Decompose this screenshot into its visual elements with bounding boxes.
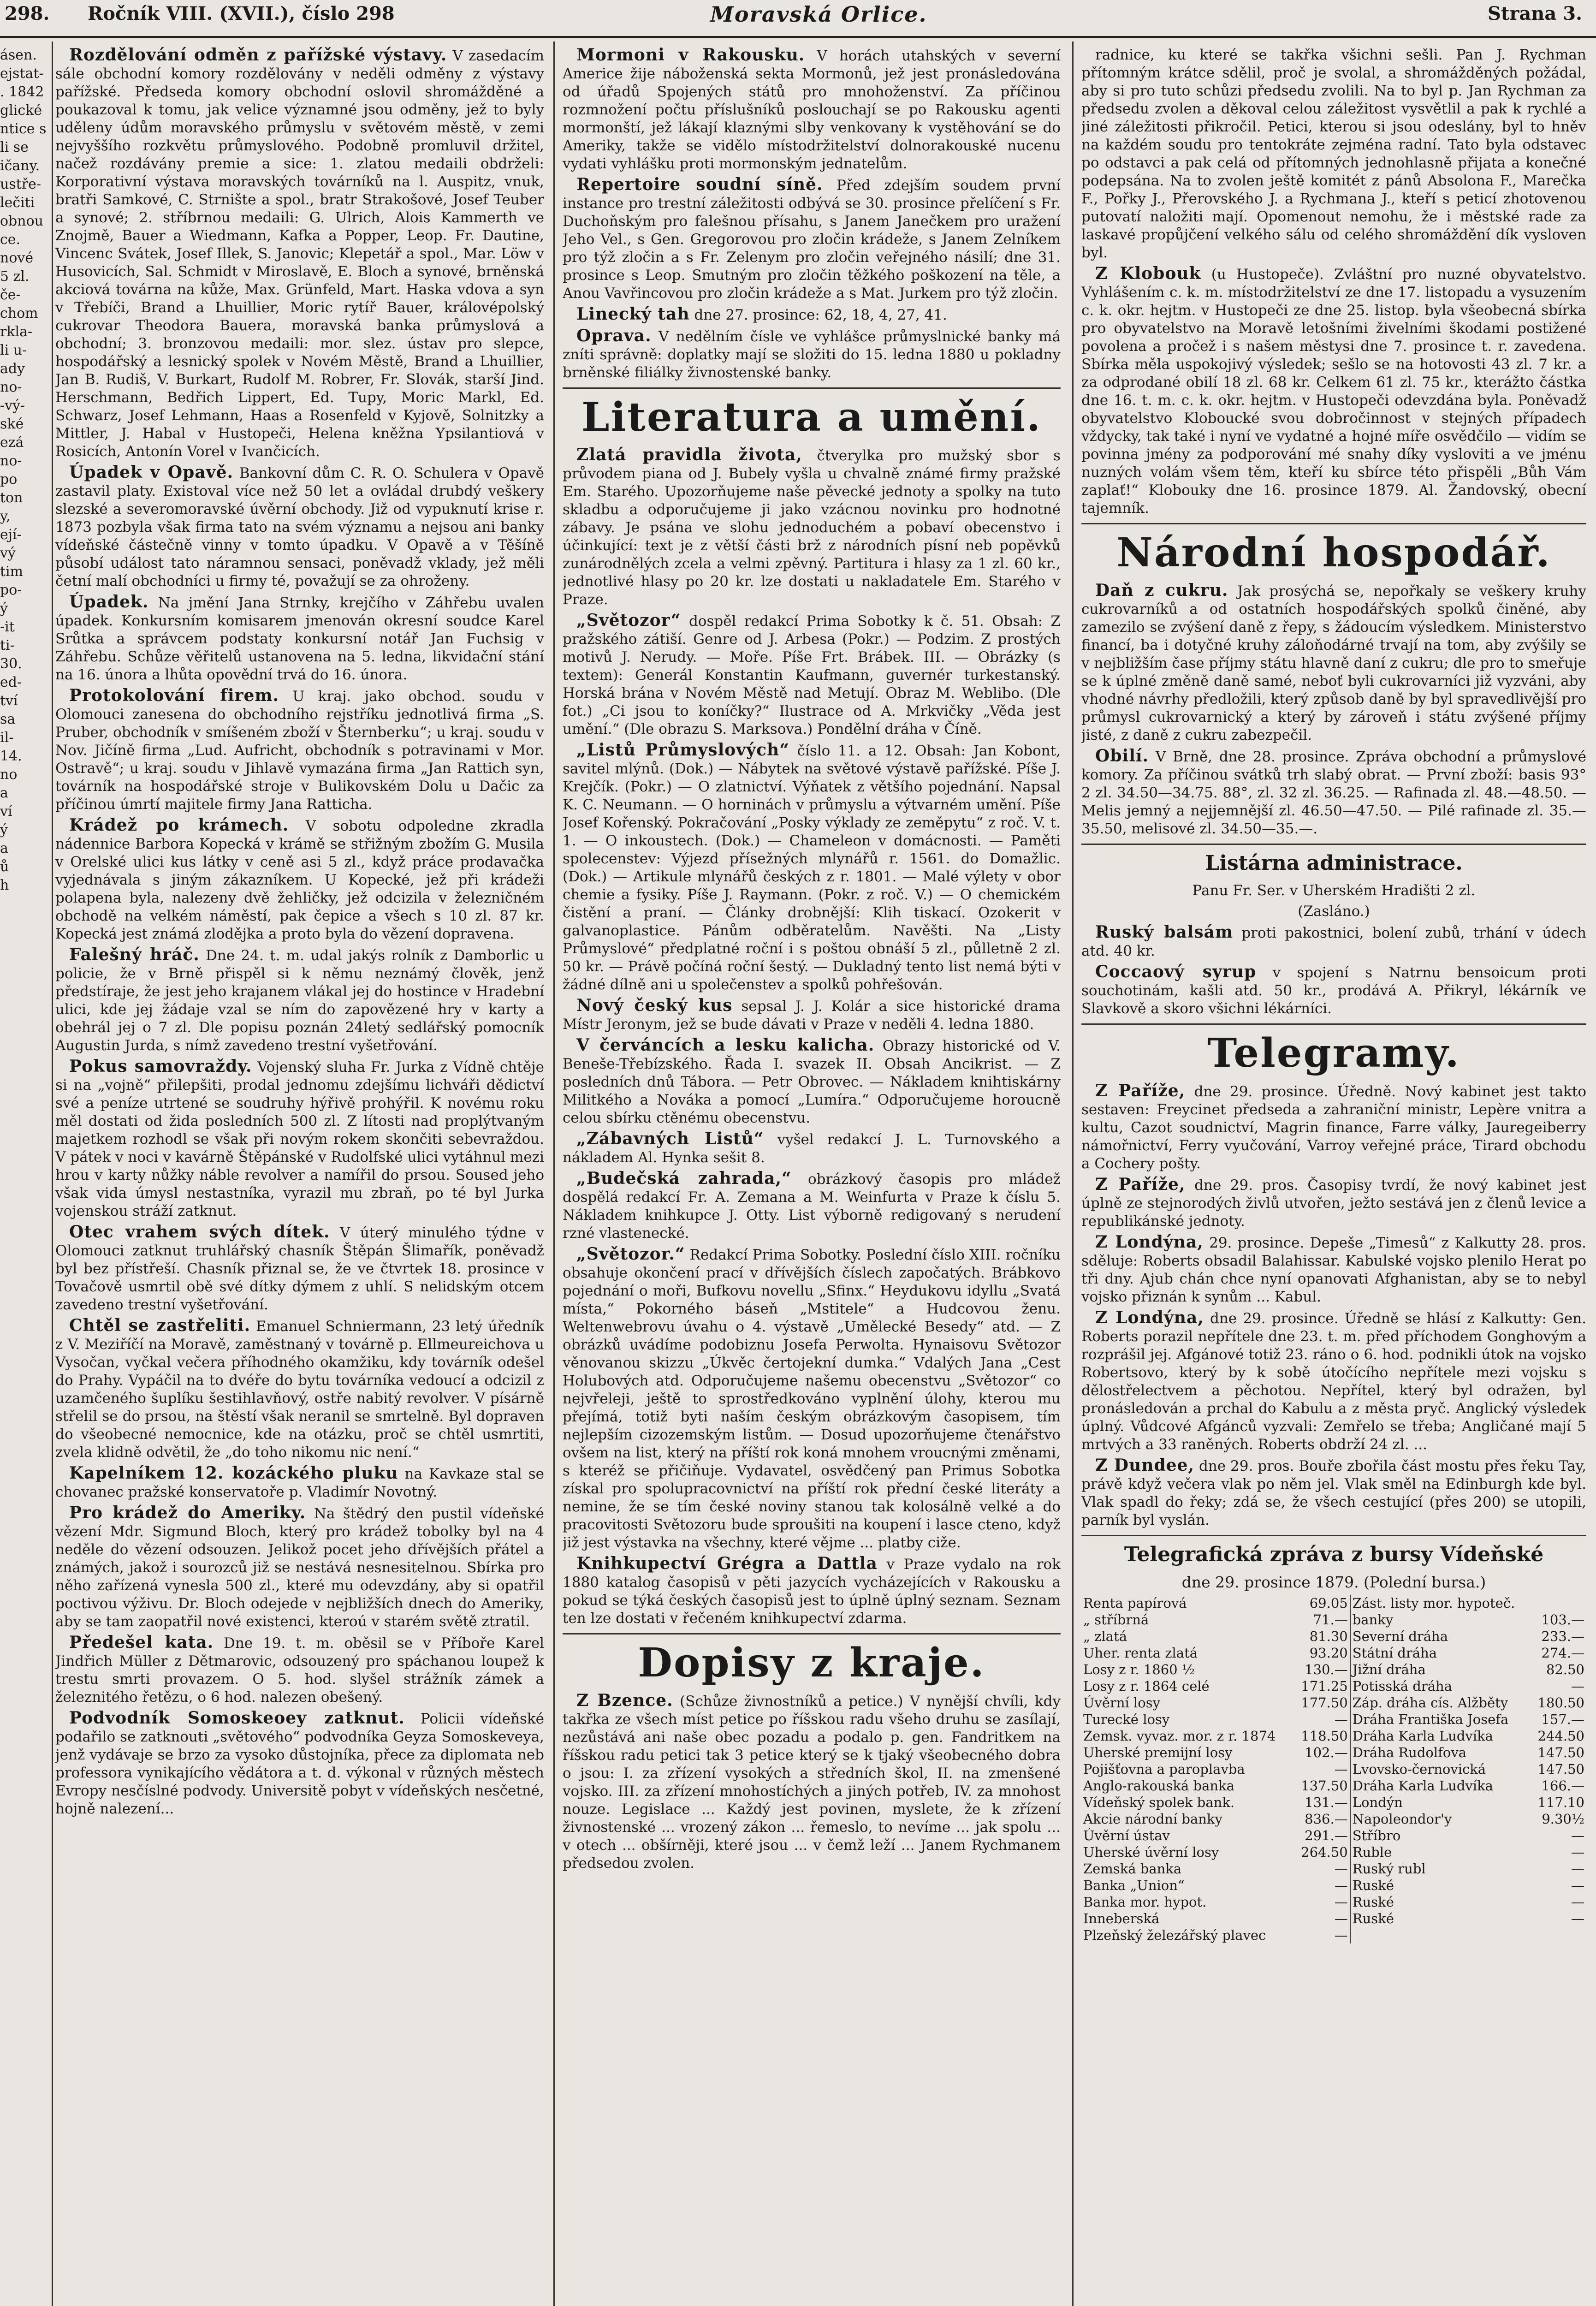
article-headline: Z Dundee, (1095, 1456, 1194, 1475)
bourse-row (1081, 1811, 1586, 1827)
bourse-price: — (1571, 1861, 1584, 1877)
fragment-line: ské (0, 416, 24, 432)
bourse-price: 137.50 (1295, 1777, 1350, 1794)
article-text: V úterý minulého týdne v Olomouci zatknut truhlářský chasník Štěpán Šlimařík, poněvadž byl bez přístřeší. Chasník přiznal se, že ve čtvrtek 18. prosince v Tovačově usmrtil obě své dítky dýmem z uhlí. S nelidským otcem zavedeno trestní vyšetřování. (55, 1224, 544, 1313)
article-headline: Úpadek. (69, 592, 149, 612)
bourse-row (1081, 1744, 1586, 1761)
article-paragraph (563, 1555, 1061, 1628)
bourse-row (1081, 1794, 1586, 1811)
bourse-item: Napoleondor'y (1352, 1811, 1452, 1827)
article-headline: „Světozor“ (576, 611, 681, 630)
fragment-line: 30. (0, 656, 22, 672)
article-paragraph (1081, 1176, 1586, 1230)
bourse-price: 81.30 (1295, 1628, 1350, 1645)
cropped-left-column (0, 46, 50, 895)
bourse-item: Banka mor. hypot. (1083, 1894, 1207, 1910)
bourse-item: Dráha Františka Josefa (1352, 1712, 1509, 1727)
fragment-line: no- (0, 379, 22, 395)
article-paragraph (563, 1036, 1061, 1127)
bourse-item: Londýn (1352, 1795, 1403, 1810)
bourse-price: 147.50 (1537, 1745, 1584, 1760)
column-rule (52, 42, 53, 2306)
fragment-line: ce. (0, 232, 21, 248)
fragment-line: y, (0, 508, 11, 524)
bourse-row (1081, 1844, 1586, 1860)
article-text: Jak prosýchá se, nepořkaly se veškery kruhy cukrovarníků a od ostatních hospodářských spolků činěné, aby zamezilo se zvýšení daně z řepy, s žádoucím výsledkem. Ministerstvo financí, ba i dotyčné kruhy záloňodárné trvají na tom, aby zvýšily se v nejbližším čase příjmy státu hlavně daní z cukru; dle pro to smeřuje se k úplné změně daně samé, neboť byli cukrovarníci již vyzváni, aby vhodné návrhy předložili, který způsob daně by byl spravedlivější pro průmysl cukrovarnický a který by zároveň i státu zvýšené příjmy jisté, z daně z cukru zabezpečil. (1081, 583, 1586, 743)
bourse-price: — (1571, 1844, 1584, 1860)
bourse-item: Ruské (1352, 1894, 1394, 1910)
bourse-row (1081, 1678, 1586, 1694)
bourse-item: banky (1352, 1612, 1394, 1628)
article-text: čtverylka pro mužský sbor s průvodem piana od J. Bubely vyšla u chvalně známé firmy pražské Em. Starého. Upozorňujeme naše pěvecké jednoty a spolky na tuto skladbu a odporučujeme ji jako vzácnou novinku pro hodnotné zábavy. Je psána ve slohu jednoduchém a pobaví obecenstvo i účinkující: text je z větší části brž z národních písní neb popěvků zunárodnělých zcela a velmi zpěvný. Partitura i hlasy za 1 zl. 60 kr., jednotlivé hlasy po 20 kr. lze dostati u nakladatele Em. Starého v Praze. (563, 447, 1061, 608)
bourse-price: 147.50 (1537, 1761, 1584, 1777)
bourse-item: Úvěrní ústav (1083, 1828, 1170, 1843)
article-headline: Z Londýna, (1095, 1232, 1204, 1252)
article-text: Před zdejším soudem první instance pro trestní záležitosti odbývá se 30. prosince přelíčení s Fr. Duchoňským pro falešnou přísahu, s Janem Janečkem pro uražení Jeho Vel., s Gen. Gregorovou pro zločin krádeže, s Janem Zelníkem pro týž zločin a s Fr. Zelenym pro zločin veřejného násilí; dne 31. prosince s Leop. Smutným pro zločin těžkého poškození na těle, a Anou Vavřincovou pro zločin krádeže a s Mat. Jurkem pro týž zločin. (563, 177, 1061, 302)
article-headline: Rozdělování odměn z pařížské výstavy. (69, 46, 447, 65)
bourse-item: Ruské (1352, 1911, 1394, 1926)
article-paragraph (563, 327, 1061, 382)
article-text: V Brně, dne 28. prosince. Zpráva obchodní a průmyslové komory. Za příčinou svátků trh slabý obrat. — První zboží: basis 93° 2 zl. 34.50—34.75. 88°, zl. 32 zl. 36.25. — Rafinada zl. 48.—48.50. — Melis jemný a nejjemnější zl. 46.50—47.50. — Pilé rafinade zl. 35.—35.50, melisové zl. 34.50—35.—. (1081, 749, 1586, 837)
bourse-price: 157.— (1541, 1712, 1584, 1727)
bourse-row (1081, 1894, 1586, 1910)
page-number-right: Strana 3. (1487, 3, 1582, 24)
article-headline: Knihkupectví Grégra a Dattla (576, 1554, 878, 1573)
bourse-title: Telegrafická zpráva z bursy Vídeňské (1124, 1543, 1544, 1566)
bourse-item: Stříbro (1352, 1828, 1401, 1843)
article-paragraph (563, 305, 1061, 324)
article-text: Dne 24. t. m. udal jakýs rolník z Damborlic u policie, že v Brně přispěl si k němu neznámý člověk, jenž předstíraje, že jest jeho krajanem vlákal jej do hostince v Hradební ulici, kde jej žádaje vzal se ním do zapovězené hry v karty a obehrál jej o 7 zl. Dle popisu poznán 24letý sedlářský pomocník Augustin Jurda, s nímž zavedeno trestní vyšetřování. (55, 947, 544, 1054)
bourse-row (1081, 1761, 1586, 1777)
bourse-price: — (1295, 1927, 1350, 1943)
section-title-economy: Národní hospodář. (1116, 529, 1551, 576)
article-text: Vojenský sluha Fr. Jurka z Vídně chtěje si na „vojně“ přilepšiti, prodal jednomu zdejšímu lichváři dědictví své a peníze utrtené se soudruhy hýřivě prohýřil. K novému roku měl dostati od žida posledních 500 zl. Z lítosti nad proplýtvaným majetkem rozhodl se však při novým rokem skončiti sebevraždou. V pátek v noci v kavárně Štěpánské v Rudolfské ulici vytáhnul mezi hrou v karty nůžky náble revolver a namířil do prsou. Soused jeho však vida úmysl nestastníka, vyrazil mu zbraň, po té byl Jurka vojenskou stráží zatknut. (55, 1059, 544, 1219)
fragment-line: ů (0, 859, 9, 875)
bourse-price: 166.— (1541, 1778, 1584, 1794)
article-paragraph (55, 1058, 544, 1220)
fragment-line: ton (0, 490, 23, 506)
bourse-item: Státní dráha (1352, 1645, 1437, 1661)
article-headline: Nový český kus (576, 996, 733, 1015)
article-headline: Podvodník Somoskeoey zatknut. (69, 1708, 405, 1728)
article-text: dne 29. pros. Časopisy tvrdí, že nový kabinet jest úplně ze stejnorodých živlů utvořen, ježto sestává jen z členů levice a republikánské jednoty. (1081, 1177, 1586, 1230)
article-paragraph (563, 46, 1061, 173)
article-paragraph (55, 687, 544, 814)
bourse-price: — (1571, 1828, 1584, 1843)
bourse-row (1081, 1777, 1586, 1794)
article-text: V zasedacím sále obchodní komory rozdělovány v neděli odměny z výstavy pařížské. Předseda komory obchodní oslovil shromážděné a poukazoval k tomu, jak velice významné jsou odměny, jež to byly uděleny údům moravského průmyslu v světovém městě, v zemi nejvyššího rozkvětu průmyslového. Podobně promluvil držitel, načež rozdávány premie a sice: 1. zlatou medaili obdrželi: Korporativní výstava moravských továrníků na l. Auspitz, vnuk, bratři Samkové, C. Strnište a spol., bratr Strakošové, Josef Teuber a synové; 2. stříbrnou medaili: G. Ulrich, Alois Kammerth ve Znojmě, Bauer a Wiedmann, Kafka a Popper, Leop. Fr. Dautine, Vincenc Svátek, Josef Illek, S. Janovic; Klepetář a spol., Mar. Löw v Husovicích, Sal. Schmidt v Miroslavě, E. Bloch a synové, brněnská akciová továrna na kůže, Max. Grünfeld, Mart. Haska vdova a syn v Třebíči, Brand a Lhuillier, Moric rytíř Bauer, královépolský cukrovar Theodora Bauera, moravská banka průmyslová a obchodní; 3. bronzovou medaili: mor. slez. ústav pro slepce, hospodářský a lesnický spolek v Novém Městě, Brand a Lhuillier, Jan B. Rudiš, V. Burkart, Rudolf M. Robrer, Fr. Slovák, starší Jind. Herschmann, Bedřich Lippert, Ed. Tupy, Moric Markl, Ed. Schwarz, Josef Lehmann, Haas a Rosenfeld v Kyjově, Solnitzky a Mittler, J. Habal v Hustopeči, Helena kněžna Ypsilantiová v Rosicích, Antonín Vorel v Ivančicích. (55, 48, 544, 460)
bourse-item: Ruské (1352, 1878, 1394, 1893)
article-headline: Daň z cukru. (1095, 581, 1228, 600)
bourse-row (1081, 1611, 1586, 1628)
bourse-item: Vídeňský spolek bank. (1083, 1795, 1235, 1810)
fragment-line: tví (0, 693, 18, 709)
bourse-item: Renta papírová (1083, 1595, 1187, 1611)
fragment-line: h (0, 877, 9, 893)
article-text: V horách utahských v severní Americe žije náboženská sekta Mormonů, jež jest pronásledována od úřadů Spojených států pro mnohoženství. Za příčinou rozmnožení počtu příslušníků poslouchají se po Rakousku agenti mormonští, jež lákají klaznými slby venkovany k vystěhování se do Ameriky, takže se vidělo místodržitelství dolnorakouské nucenu vydati vyhlášku proti mormonským jednatelům. (563, 48, 1061, 172)
article-text: dne 27. prosince: 62, 18, 4, 27, 41. (694, 307, 947, 323)
bourse-price: — (1295, 1910, 1350, 1927)
page-header (0, 0, 1596, 38)
article-text: V nedělním čísle ve vyhlášce průmyslnické banky má zníti správně: doplatky mají se složiti do 15. ledna 1880 u pokladny brněnské filiálky živnostenské banky. (563, 328, 1061, 381)
article-headline: Pro krádež do Ameriky. (69, 1503, 306, 1522)
bourse-row (1081, 1910, 1586, 1927)
article-paragraph (563, 1170, 1061, 1242)
bourse-row (1081, 1645, 1586, 1661)
article-paragraph (55, 816, 544, 943)
article-text: vyšel redakcí J. L. Turnovského a nákladem Al. Hynka sešit 8. (563, 1131, 1061, 1166)
article-headline: Coccaový syrup (1095, 962, 1257, 981)
bourse-item: Anglo-rakouská banka (1083, 1778, 1234, 1794)
fragment-line: li u- (0, 342, 27, 358)
fragment-line: 5 zl. (0, 268, 30, 285)
bourse-item: Uher. renta zlatá (1083, 1645, 1198, 1661)
section-title-telegrams: Telegramy. (1207, 1030, 1460, 1076)
article-headline: „Světozor.“ (576, 1244, 685, 1264)
article-headline: Falešný hráč. (69, 945, 200, 964)
article-text: v spojení s Natrnu bensoicum proti souchotinám, kašli atd. 50 kr., prodává A. Přikryl, lékárník ve Slavkově a skoro všichni lékárníci. (1081, 964, 1586, 1017)
bourse-item: Inneberská (1083, 1911, 1160, 1926)
section-divider (563, 1633, 1061, 1634)
bourse-price: 233.— (1541, 1628, 1584, 1644)
section-divider (1081, 1535, 1586, 1536)
article-text: Policii vídeňské podařilo se zatknouti „světového“ podvodníka Geyza Somoskeveya, jenž vydávaje se brzo za vysoko důstojníka, přece za diplomata neb professora vynikajícího vědátora a t. d. výkonal v různých městech Evropy nesčíslné podvody. Universitě pobyt v vídeňských nesčetné, hojně nalezení... (55, 1711, 544, 1817)
bourse-price: 103.— (1541, 1612, 1584, 1628)
bourse-price: — (1571, 1911, 1584, 1926)
article-headline: V červáncích a lesku kalicha. (576, 1035, 875, 1055)
article-paragraph (563, 446, 1061, 609)
article-paragraph (563, 997, 1061, 1034)
bourse-price: — (1295, 1860, 1350, 1877)
bourse-item: Ruble (1352, 1844, 1392, 1860)
issue-line: Ročník VIII. (XVII.), číslo 298 (88, 3, 395, 24)
bourse-item: Losy z r. 1860 ½ (1083, 1662, 1195, 1677)
bourse-price: 102.— (1295, 1744, 1350, 1761)
article-text: sepsal J. J. Kolár a sice historické drama Místr Jeronym, jež se bude dávati v Praze v neděli 4. ledna 1880. (563, 998, 1061, 1033)
fragment-line: ntice s (0, 121, 47, 137)
article-text: U kraj. jako obchod. soudu v Olomouci zanesena do obchodního rejstříku jednotlivá firma „S. Pruber, obchodník v smíšeném zboží v Šternberku“; u kraj. soudu v Nov. Jičíně firma „Lud. Aufricht, obchodník s potravinami v Mor. Ostravě“; u kraj. soudu v Jihlavě vymazána firma „Jan Rattich syn, továrník na hospodářské stroje v Bulikovském Dolu u Dačic za příčinou úmrtí majitele firmy Jana Rattichа. (55, 688, 544, 813)
bourse-row (1081, 1595, 1586, 1611)
column-economy-telegrams (1081, 46, 1586, 2306)
article-paragraph (1081, 46, 1586, 262)
bourse-row (1081, 1628, 1586, 1645)
bourse-item: Banka „Union“ (1083, 1878, 1185, 1893)
bourse-item: Potisská dráha (1352, 1678, 1452, 1694)
article-paragraph (563, 176, 1061, 303)
article-headline: Z Klobouk (1095, 264, 1201, 283)
bourse-row (1081, 1860, 1586, 1877)
fragment-line: 14. (0, 748, 22, 764)
bourse-item: Uherské úvěrní losy (1083, 1844, 1219, 1860)
bourse-item: Losy z r. 1864 celé (1083, 1678, 1210, 1694)
article-headline: Otec vrahem svých dítek. (69, 1222, 330, 1242)
article-text: dne 29. pros. Bouře zbořila část mostu přes řeku Tay, právě když večera vlak po něm jel. Vlak směl na Edinburgh kde byl. Vlak spadl do řeky; zdá se, že všech cestující (přes 200) se utopili, parník byl vyslán. (1081, 1458, 1586, 1528)
article-paragraph (563, 741, 1061, 994)
article-headline: Linecký tah (576, 304, 690, 324)
fragment-line: ed- (0, 674, 22, 690)
bourse-row (1081, 1728, 1586, 1744)
article-paragraph (1081, 1309, 1586, 1454)
article-headline: Ruský balsám (1095, 922, 1234, 942)
bourse-price: 177.50 (1295, 1694, 1350, 1711)
fragment-line: če- (0, 287, 21, 303)
bourse-item: Lvovsko-černovická (1352, 1761, 1486, 1777)
fragment-line: no- (0, 453, 22, 469)
bourse-item: Dráha Karla Ludvíka (1352, 1778, 1493, 1794)
fragment-line: nové (0, 250, 34, 266)
article-paragraph (55, 1634, 544, 1706)
fragment-line: -it (0, 619, 15, 635)
article-text: Obrazy historické od V. Beneše-Třebízského. Řada I. svazek II. Obsah Ancikrist. — Z posledních dnů Tábora. — Petr Obrovec. — Nákladem knihtiskárny Militkého a Nováka a pomocí „Lumíra.“ Odporučujeme horoucně celou sbírku ctěnému obecenstvu. (563, 1038, 1061, 1126)
bourse-price: 130.— (1295, 1661, 1350, 1678)
fragment-line: ustře- (0, 176, 42, 192)
bourse-row (1081, 1927, 1586, 1943)
article-paragraph (1081, 265, 1586, 517)
fragment-line: lečiti (0, 195, 35, 211)
bourse-price: — (1571, 1878, 1584, 1893)
article-text: radnice, ku které se takřka všichni sešli. Pan J. Rychman přítomným krátce sdělil, proč je svolal, a shromážděných požádal, aby si pro tuto schůzi předsedu zvolili. Na to byl p. Jan Rychman za předsedu zvolen a děkoval celou záležitost vysvětlil a pak k rychlé a jiné záležitosti přikročil. Petici, kterou si jsou odeslány, byl to hněv na každém soudu pro tentokráte zejména radní. Tato byla odstavec po odstavci a pak celá od přítomných jednohlasně přijata a konečné podepsána. Na to zvolen ještě komitét z pánů Absolona F., Marečka F., Pořky J., Přerovského J. a Rychmana J., kteří s peticí zhotovenou putovatí naložiti mají. Opomenout nemohu, že i městské rade za laskavé propůjčení velkého sálu od celého shromáždění dík vysloven byl. (1081, 47, 1586, 261)
bourse-price: — (1295, 1761, 1350, 1777)
administration-note: Panu Fr. Ser. v Uherském Hradišti 2 zl. (1192, 882, 1476, 899)
article-paragraph (1081, 747, 1586, 838)
bourse-price (1531, 1927, 1586, 1943)
article-text: Na jmění Jana Strnky, krejčího v Záhřebu uvalen úpadek. Konkursním komisarem jmenován okresní soudce Karel Srůtka a správcem podstaty konkursní notář Jan Fuchsig v Záhřebu. Schůze věřitelů ustanovena na 5. ledna, likvidační stání na 16. února a lhůta opovědní trvá do 16. února. (55, 594, 544, 683)
bourse-price: 69.05 (1295, 1595, 1350, 1611)
bourse-item: Ruský rubl (1352, 1861, 1426, 1877)
bourse-price: 836.— (1295, 1811, 1350, 1827)
bourse-price: 171.25 (1295, 1678, 1350, 1694)
column-rule (1072, 42, 1074, 2306)
bourse-row (1081, 1711, 1586, 1728)
column-rule (553, 42, 555, 2306)
article-text: Redakcí Prima Sobotky. Poslední číslo XIII. ročníku obsahuje okončení prací v dřívějších číslech započatých. Brábkovo pojednání o moři, Bufkovu novellu „Sfinx.“ Heydukovu idyllu „Svatá místa,“ Pokorného báseň „Mstitele“ a Hudcovou ženu. Weltenwebrovu úvahu o 4. výstavě „Umělecké Besedy“ atd. — Z obrázků uvádíme podobiznu Josefa Perwolta. Hynaisovu Světozor věnovanou skizzu „Úkvěc čertojekní dumka.“ Vdalých Jana „Cest Holubových atd. Odporučujeme našemu obecenstvu „Světozor“ co nejvřeleji, ještě to sprostředkováno vyplnění úlohy, kterou mu přejímá, totiž byti naším českým obrázkovým časopisem, tím nejlepším cizozemským listům. — Dosud upozorňujeme čtenářstvo ovšem na list, který na příští rok koná mnohem vroucnými změnami, s kteréž se přičiňuje. Vydavatel, osvědčený pan Primus Sobotka získal pro spolupracovnictví na příští rok přední české literáty a nemine, že se tím české noviny stanou tak kolosálně velké a do pracovitosti Světozoru bude sproušiti na koupení i lasce cteno, když již jest výstavka na všechny, které vějme ... platby ciže. (563, 1247, 1061, 1551)
article-headline: Předešel kata. (69, 1633, 214, 1652)
bourse-item: Záp. dráha cís. Alžběty (1352, 1695, 1508, 1711)
article-headline: „Zábavných Listů“ (576, 1129, 764, 1148)
fragment-line: il- (0, 730, 14, 746)
section-divider (1081, 523, 1586, 524)
bourse-price: 71.— (1295, 1611, 1350, 1628)
fragment-line: ý (0, 600, 8, 617)
article-text: (Schůze živnostníků a petice.) V nynější chvíli, kdy takřka ze všech míst petice po říšskou radu všeho druhu se zasílají, nezůstává ani naše obec pozadu a podalo p. gen. Fandritkem na říšskou radu petici tak 3 petice který se k tjaký všeobecného dobra o jsou: I. za zřízení vysokých a středních škol, II. na zmenšené vojsko. III. za zřízení mnohostíchých a jiných potřeb, IV. za mnohost nouze. Legislace ... Každý jest povinen, myslete, že k zřízení živnostenské ... vrozený zákon ... řemeslo, to nevíme ... jak spolu ... v otech ... obšírněji, které jsou ... v čemž leží ... Janem Rychmanem předsedou zvolen. (563, 1693, 1061, 1872)
bourse-item: Akcie národní banky (1083, 1811, 1222, 1827)
bourse-table (1081, 1595, 1586, 1943)
bourse-price: — (1295, 1877, 1350, 1894)
article-headline: Repertoire soudní síně. (576, 175, 823, 194)
fragment-line: po- (0, 582, 22, 598)
bourse-item: Plzeňský železářský plavec (1083, 1927, 1266, 1943)
bourse-row (1081, 1694, 1586, 1711)
fragment-line: . 1842 (0, 84, 44, 100)
bourse-price: 82.50 (1546, 1662, 1584, 1677)
fragment-line: ejstat- (0, 65, 44, 82)
bourse-item: Pojišťovna a paroplavba (1083, 1761, 1245, 1777)
article-headline: Kapelníkem 12. kozáckého pluku (69, 1463, 398, 1483)
bourse-price: 274.— (1541, 1645, 1584, 1661)
fragment-line: po (0, 471, 18, 487)
bourse-price: — (1295, 1711, 1350, 1728)
fragment-line: a (0, 840, 8, 856)
article-headline: „Budečská zahrada,“ (576, 1169, 792, 1188)
bourse-item: Zást. listy mor. hypoteč. (1352, 1595, 1515, 1611)
bourse-item: „ zlatá (1083, 1628, 1127, 1644)
bourse-price: 264.50 (1295, 1844, 1350, 1860)
article-paragraph (563, 612, 1061, 738)
article-headline: Z Paříže, (1095, 1175, 1186, 1194)
article-text: obrázkový časopis pro mládež dospělá redakcí Fr. A. Zemana a M. Weinfurta v Praze k číslu 5. Nákladem knihkupce J. Otty. List výborně redigovaný s nerudení rzné vlastenecké. (563, 1171, 1061, 1242)
article-text: číslo 11. a 12. Obsah: Jan Kobont, savitel mlýnů. (Dok.) — Nábytek na světové výstavě pařížské. Píše J. Krejčík. (Pokr.) — O zlatnictví. Výňatek z většího pojednání. Napsal K. C. Neumann. — O horninách v průmyslu a výtvarném umění. Píše Josef Kořenský. Pokračování „Posky výklady ze zeměpytu“ z roč. V. t. 1. — O inkoustech. (Dok.) — Chameleon v domácnosti. — Paměti spolecenstev: Výjezd přísežných mlynářů r. 1561. do Domažlic. (Dok.) — Artikule mlynářů českých z r. 1801. — Malé výlety v obor chemie a fysiky. Píše J. Raymann. (Pokr. z roč. V.) — O chemickém čistění a praní. — Články drobnější: Klih tiskací. Ozokerit v galvanoplastice. Pánům odběratelům. Navěšti. Na „Listy Průmyslové“ předplatné roční i s poštou obnáší 5 zl., půlletně 2 zl. 50 kr. — Právě počíná roční šestý. — Dukladný tento list nemá býti v žádné dílně ani u společenstev a spolků pohřešován. (563, 743, 1061, 993)
article-text: Dne 19. t. m. oběsil se v Příboře Karel Jindřich Müller z Dětmarovic, odsouzený pro spáchanou loupež k trestu smrti provazem. O 5. hod. slyšel strážník zámek a železnitého řetězu, o 6 hod. nalezen obešený. (55, 1635, 544, 1706)
article-paragraph (55, 1464, 544, 1501)
bourse-price: — (1571, 1894, 1584, 1910)
section-title-literature: Literatura a umění. (581, 394, 1042, 440)
bourse-item: Dráha Karla Ludvíka (1352, 1728, 1493, 1744)
bourse-item: Zemsk. vyvaz. mor. z r. 1874 (1083, 1728, 1276, 1744)
article-paragraph (55, 1317, 544, 1462)
article-paragraph (563, 1692, 1061, 1872)
bourse-item: Uherské premijní losy (1083, 1745, 1233, 1760)
bourse-price: 118.50 (1295, 1728, 1350, 1744)
page-number-left: 298. (5, 3, 50, 24)
section-divider (1081, 1023, 1586, 1025)
bourse-price: — (1295, 1894, 1350, 1910)
article-text: dne 29. prosince. Úředně se hlásí z Kalkutty: Gen. Roberts porazil nepřítele dne 23. t. m. před příchodem Gonghovým a rozprášil jej. Afgánové totiž 23. ráno o 6. hod. podnikli útok na vojsko Robertsovo, který by k sobě útočícího nepřítele mezi vojsku s dělostřelectvem a pěchotou. Nepřítel, který byl odražen, byl pronásledován a prchal do Kabulu a z města pryč. Anglický výsledek úplný. Vůdcové Afgánců vyzvali: Zemřelo se třeba; Angličané mají 5 mrtvých a 33 raněných. Roberts obdrží 24 zl. ... (1081, 1310, 1586, 1453)
bourse-item: Zemská banka (1083, 1861, 1182, 1877)
article-text: v Praze vydalo na rok 1880 katalog časopisů v pěti jazycích vycházejících v Rakousku a pokud se týká českých časopisů jest to úplně úplný seznam. Seznam ten lze dostati v řečeném knihkupectví zdarma. (563, 1556, 1061, 1627)
masthead-title: Moravská Orlice. (710, 2, 927, 27)
fragment-line: vý (0, 545, 16, 561)
bourse-price: 93.20 (1295, 1645, 1350, 1661)
bourse-item (1350, 1927, 1531, 1943)
article-text: proti pakostnici, bolení zubů, trhání v údech atd. 40 kr. (1081, 925, 1586, 959)
article-paragraph (55, 46, 544, 461)
fragment-line: tim (0, 564, 24, 580)
article-paragraph (1081, 963, 1586, 1018)
article-paragraph (1081, 1082, 1586, 1173)
article-paragraph (563, 1245, 1061, 1552)
article-paragraph (55, 593, 544, 684)
fragment-line: a (0, 785, 8, 801)
article-headline: Pokus samovraždy. (69, 1057, 252, 1076)
article-paragraph (55, 1709, 544, 1818)
article-text: na Kavkaze stal se chovanec pražské konservatoře p. Vladimír Novotný. (55, 1466, 544, 1500)
article-paragraph (1081, 923, 1586, 960)
article-text: (u Hustopeče). Zvláštní pro nuzné obyvatelstvo. Vyhlášením c. k. m. místodržitelství ze dne 17. listopadu a vysuzením c. k. okr. hejtm. v Hustopeči ze dne 25. listop. byla všeobecná sbírka pro obyvatelstvo na Moravě letošními živelními škodami postižené povolena a pročež i s našem městysi dne 7. prosince t. r. zavedena. Sbírka měla uspokojivý výsledek; sešlo se na hotovosti 43 zl. 7 kr. a za odprodané obilí 18 zl. 68 kr. Celkem 61 zl. 75 kr., kterážto částka dne 16. t. m. c. k. okr. hejtm. v Hustopeči odevzdána byla. Poněvadž obyvatelstvo Kloboucké svou dobročinnost v stejných případech vždycky, tak také i nyní ve vydatné a hojné míře osvědčilo — vidím se povinna jmény za podporování mé snahy díky vysloviti a ve jménu nuzných volám všem těm, kteří ku sbírce této přispěli „Bůh Vám zaplať!“ Klobouky dne 16. prosince 1879. Al. Žandovský, obecní tajemník. (1081, 266, 1586, 517)
article-headline: Zlatá pravidla života, (576, 445, 802, 464)
article-headline: Oprava. (576, 326, 652, 345)
article-text: Emanuel Schniermann, 23 letý úředník z V. Meziříčí na Moravě, zaměstnaný v továrně p. Ellmeureichova u Vysočan, vyčkal večera příhodného okamžiku, kdy továrník odešel do Prahy. Vypáčil na to dvéře do bytu továrníka vedoucí a odcizil z uzamčeného šuplíku šestihlavňový, ostře nabitý revolver. V písárně střelil se do prsou, na štěstí však neranil se smrtelně. Byl dopraven do všeobecné nemocnice, kde na otázku, proč se chtěl usmrtiti, zvela klidně odvětil, že „do toho nikomu nic není.“ (55, 1318, 544, 1461)
column-literature (563, 46, 1061, 2306)
section-divider (563, 387, 1061, 389)
bourse-item: Severní dráha (1352, 1628, 1448, 1644)
article-headline: Z Paříže, (1095, 1081, 1186, 1100)
article-text: dne 29. prosince. Úředně. Nový kabinet jest takto sestaven: Freycinet předseda a zahraniční ministr, Lepère vnitra a kultu, Cazot soudnictví, Magrin finance, Farre války, Jauregeiberry námořnictví, Ferry vyučování, Varroy veřejné práce, Tirard obchodu a Cochery pošty. (1081, 1083, 1586, 1172)
bourse-price: 9.30½ (1542, 1811, 1584, 1827)
article-paragraph (1081, 582, 1586, 744)
article-paragraph (1081, 1233, 1586, 1306)
article-text: V sobotu odpoledne zkradla nádennice Barbora Kopecká v krámě se střižným zbožím G. Musila v Orelské ulici kus látky v ceně asi 5 zl., když práce prodavačka vyjednávala s jiným zákazníkem. U Kopecké, jež při krádeži polapena byla, nalezeny dvě žehličky, jež odcizila v železničném obchodě na velkém náměstí, pak čepice a všech s 10 zl. 87 kr. Kopecká jest známá zlodějka a proto byla do vězení dopravena. (55, 818, 544, 942)
article-headline: Úpadek v Opavě. (69, 463, 233, 482)
fragment-line: ti- (0, 637, 15, 654)
article-paragraph (563, 1130, 1061, 1167)
bourse-item: Dráha Rudolfova (1352, 1745, 1466, 1760)
bourse-item: Úvěrní losy (1083, 1695, 1161, 1711)
bourse-subtitle: dne 29. prosince 1879. (Polední bursa.) (1181, 1573, 1486, 1591)
article-paragraph (55, 1504, 544, 1631)
bourse-item: Jižní dráha (1352, 1662, 1426, 1677)
bourse-item: „ stříbrná (1083, 1612, 1149, 1628)
bourse-item: Turecké losy (1083, 1712, 1170, 1727)
bourse-price: 180.50 (1537, 1695, 1584, 1711)
bourse-price (1531, 1595, 1586, 1611)
fragment-line: ásen. (0, 47, 37, 63)
bourse-row (1081, 1827, 1586, 1844)
bourse-price: 291.— (1295, 1827, 1350, 1844)
bourse-price: 244.50 (1537, 1728, 1584, 1744)
article-headline: Z Londýna, (1095, 1308, 1204, 1327)
bourse-price: 131.— (1295, 1794, 1350, 1811)
fragment-line: ezá (0, 434, 24, 451)
article-paragraph (55, 1223, 544, 1314)
bourse-price: — (1571, 1678, 1584, 1694)
fragment-line: -vý- (0, 398, 25, 414)
article-headline: Chtěl se zastřeliti. (69, 1316, 251, 1335)
bourse-row (1081, 1661, 1586, 1678)
fragment-line: ý (0, 822, 8, 838)
section-title-letters: Dopisy z kraje. (638, 1640, 985, 1686)
fragment-line: sa (0, 711, 16, 727)
article-text: Na štědrý den pustil vídeňské vězení Mdr. Sigmund Bloch, který pro krádež tobolky byl na 4 neděle do vězení odsouzen. Jelikož pocet jeho dřívějších přátel a známých, jakož i sourozců již se nestává nesnesitelnou. Sbírka pro něho zařízená vynesla 500 zl., které mu odevzdány, aby si opatřil poctivou výživu. Dr. Bloch odejede v nejbližších dnech do Ameriky, aby se tam zaopatřil nové existenci, kteroú v starém světě ztratil. (55, 1505, 544, 1630)
article-headline: Mormoni v Rakousku. (576, 46, 805, 65)
article-headline: Protokolování firem. (69, 686, 279, 705)
article-text: 29. prosince. Depeše „Timesů“ z Kalkutty 28. pros. sděluje: Roberts obsadil Balahissar. Kabulské vojsko plenilo Herat po tři dny. Ajub chán chce nyní opanovati Afghanistan, aby se to nebyl vojsko přiznán k synům ... Kabul. (1081, 1235, 1586, 1305)
article-paragraph (55, 464, 544, 590)
bourse-price: 117.10 (1537, 1795, 1584, 1810)
article-text: dospěl redakcí Prima Sobotky k č. 51. Obsah: Z pražského zátiší. Genre od J. Arbesa (Pokr.) — Podzim. Z prostých motivů J. Nerudy. — Moře. Píše Frt. Brábek. III. — Obrázky (s textem): Generál Konstantin Kaufmann, guvernér turkestanský. Horská brána v Novém Městě nad Metují. Obraz M. Weblibo. (Dle fot.) „Ci jsou to koníčky?“ Ilustrace od A. Mrkvičky „Věda jest umění.“ (Dle obrazu S. Marksova.) Pondělní dráha v Číně. (563, 613, 1061, 737)
bourse-row (1081, 1877, 1586, 1894)
article-paragraph (1081, 1456, 1586, 1529)
fragment-line: obnou (0, 213, 43, 229)
fragment-line: ičany. (0, 158, 40, 174)
fragment-line: li se (0, 139, 29, 155)
column-local-news (55, 46, 544, 2306)
fragment-line: chom (0, 305, 38, 321)
article-headline: Z Bzence. (576, 1691, 673, 1710)
fragment-line: glické (0, 102, 42, 119)
article-headline: Obilí. (1095, 746, 1149, 766)
section-divider (1081, 844, 1586, 845)
article-headline: Krádež po krámech. (69, 815, 289, 835)
fragment-line: ejí- (0, 527, 22, 543)
fragment-line: ví (0, 803, 12, 820)
fragment-line: ady (0, 361, 25, 377)
fragment-line: no (0, 767, 18, 783)
article-text: Bankovní dům C. R. O. Schulera v Opavě zastavil platy. Existoval více než 50 let a ovládal drubdý veškery slezské a severomoravské úvěrní obchody. Již od vypuknutí krise r. 1873 pozbyla však firma tato na svém významu a nejsou ani banky vídeňské částečně vinny v tomto úpadku. V Opavě a v Těšíně působí událost tato náramnou sensaci, poněvadž vklady, jež měli četní malí obchodníci u firmy té, považují se za ohroženy. (55, 465, 544, 589)
sent-in-label: (Zasláno.) (1298, 903, 1370, 920)
article-headline: „Listů Průmyslových“ (576, 740, 789, 760)
section-title-administration: Listárna administrace. (1205, 851, 1463, 875)
fragment-line: rkla- (0, 324, 33, 340)
article-paragraph (55, 946, 544, 1055)
